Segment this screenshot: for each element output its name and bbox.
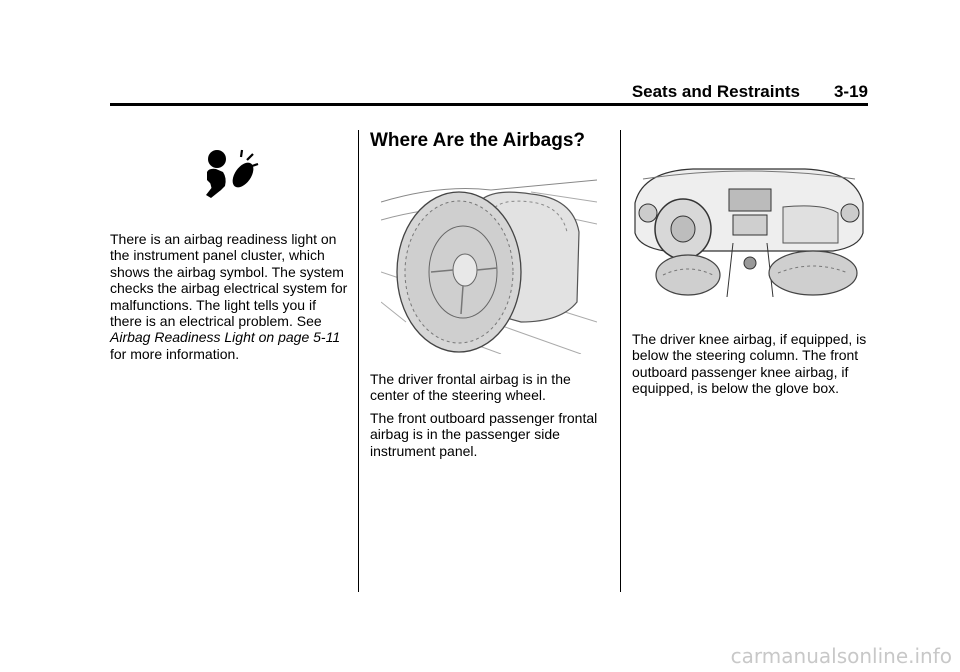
dashboard-knee-airbag-illustration (633, 163, 865, 297)
airbag-readiness-icon (203, 148, 259, 200)
page-number: 3-19 (833, 82, 868, 101)
watermark: carmanualsonline.info (730, 644, 952, 668)
steering-wheel-airbag-illustration (381, 172, 597, 354)
cross-reference-link[interactable]: Airbag Readiness Light on page 5-11 (110, 329, 341, 346)
driver-airbag-paragraph: The driver frontal airbag is in the center of the steering wheel. (370, 371, 571, 404)
header-rule (110, 103, 868, 106)
knee-airbag-paragraph: The driver knee airbag, if equipped, is below the steering column. The front outboard passenger knee airbag, if equipped, is below the glove box. (632, 331, 867, 397)
section-heading: Where Are the Airbags? (370, 130, 586, 151)
section-title: Seats and Restraints (631, 82, 800, 101)
column-divider-left (358, 130, 359, 592)
passenger-airbag-paragraph: The front outboard passenger frontal airbag is in the passenger side instrument panel. (370, 410, 598, 459)
airbag-readiness-paragraph: There is an airbag readiness light on the instrument panel cluster, which shows the airbag symbol. The system checks the airbag electrical system for malfunctions. The light tells you if there is an electrical problem. See Airbag Readiness Light on page 5-11 for more information. (110, 231, 348, 362)
column-divider-right (620, 130, 621, 592)
